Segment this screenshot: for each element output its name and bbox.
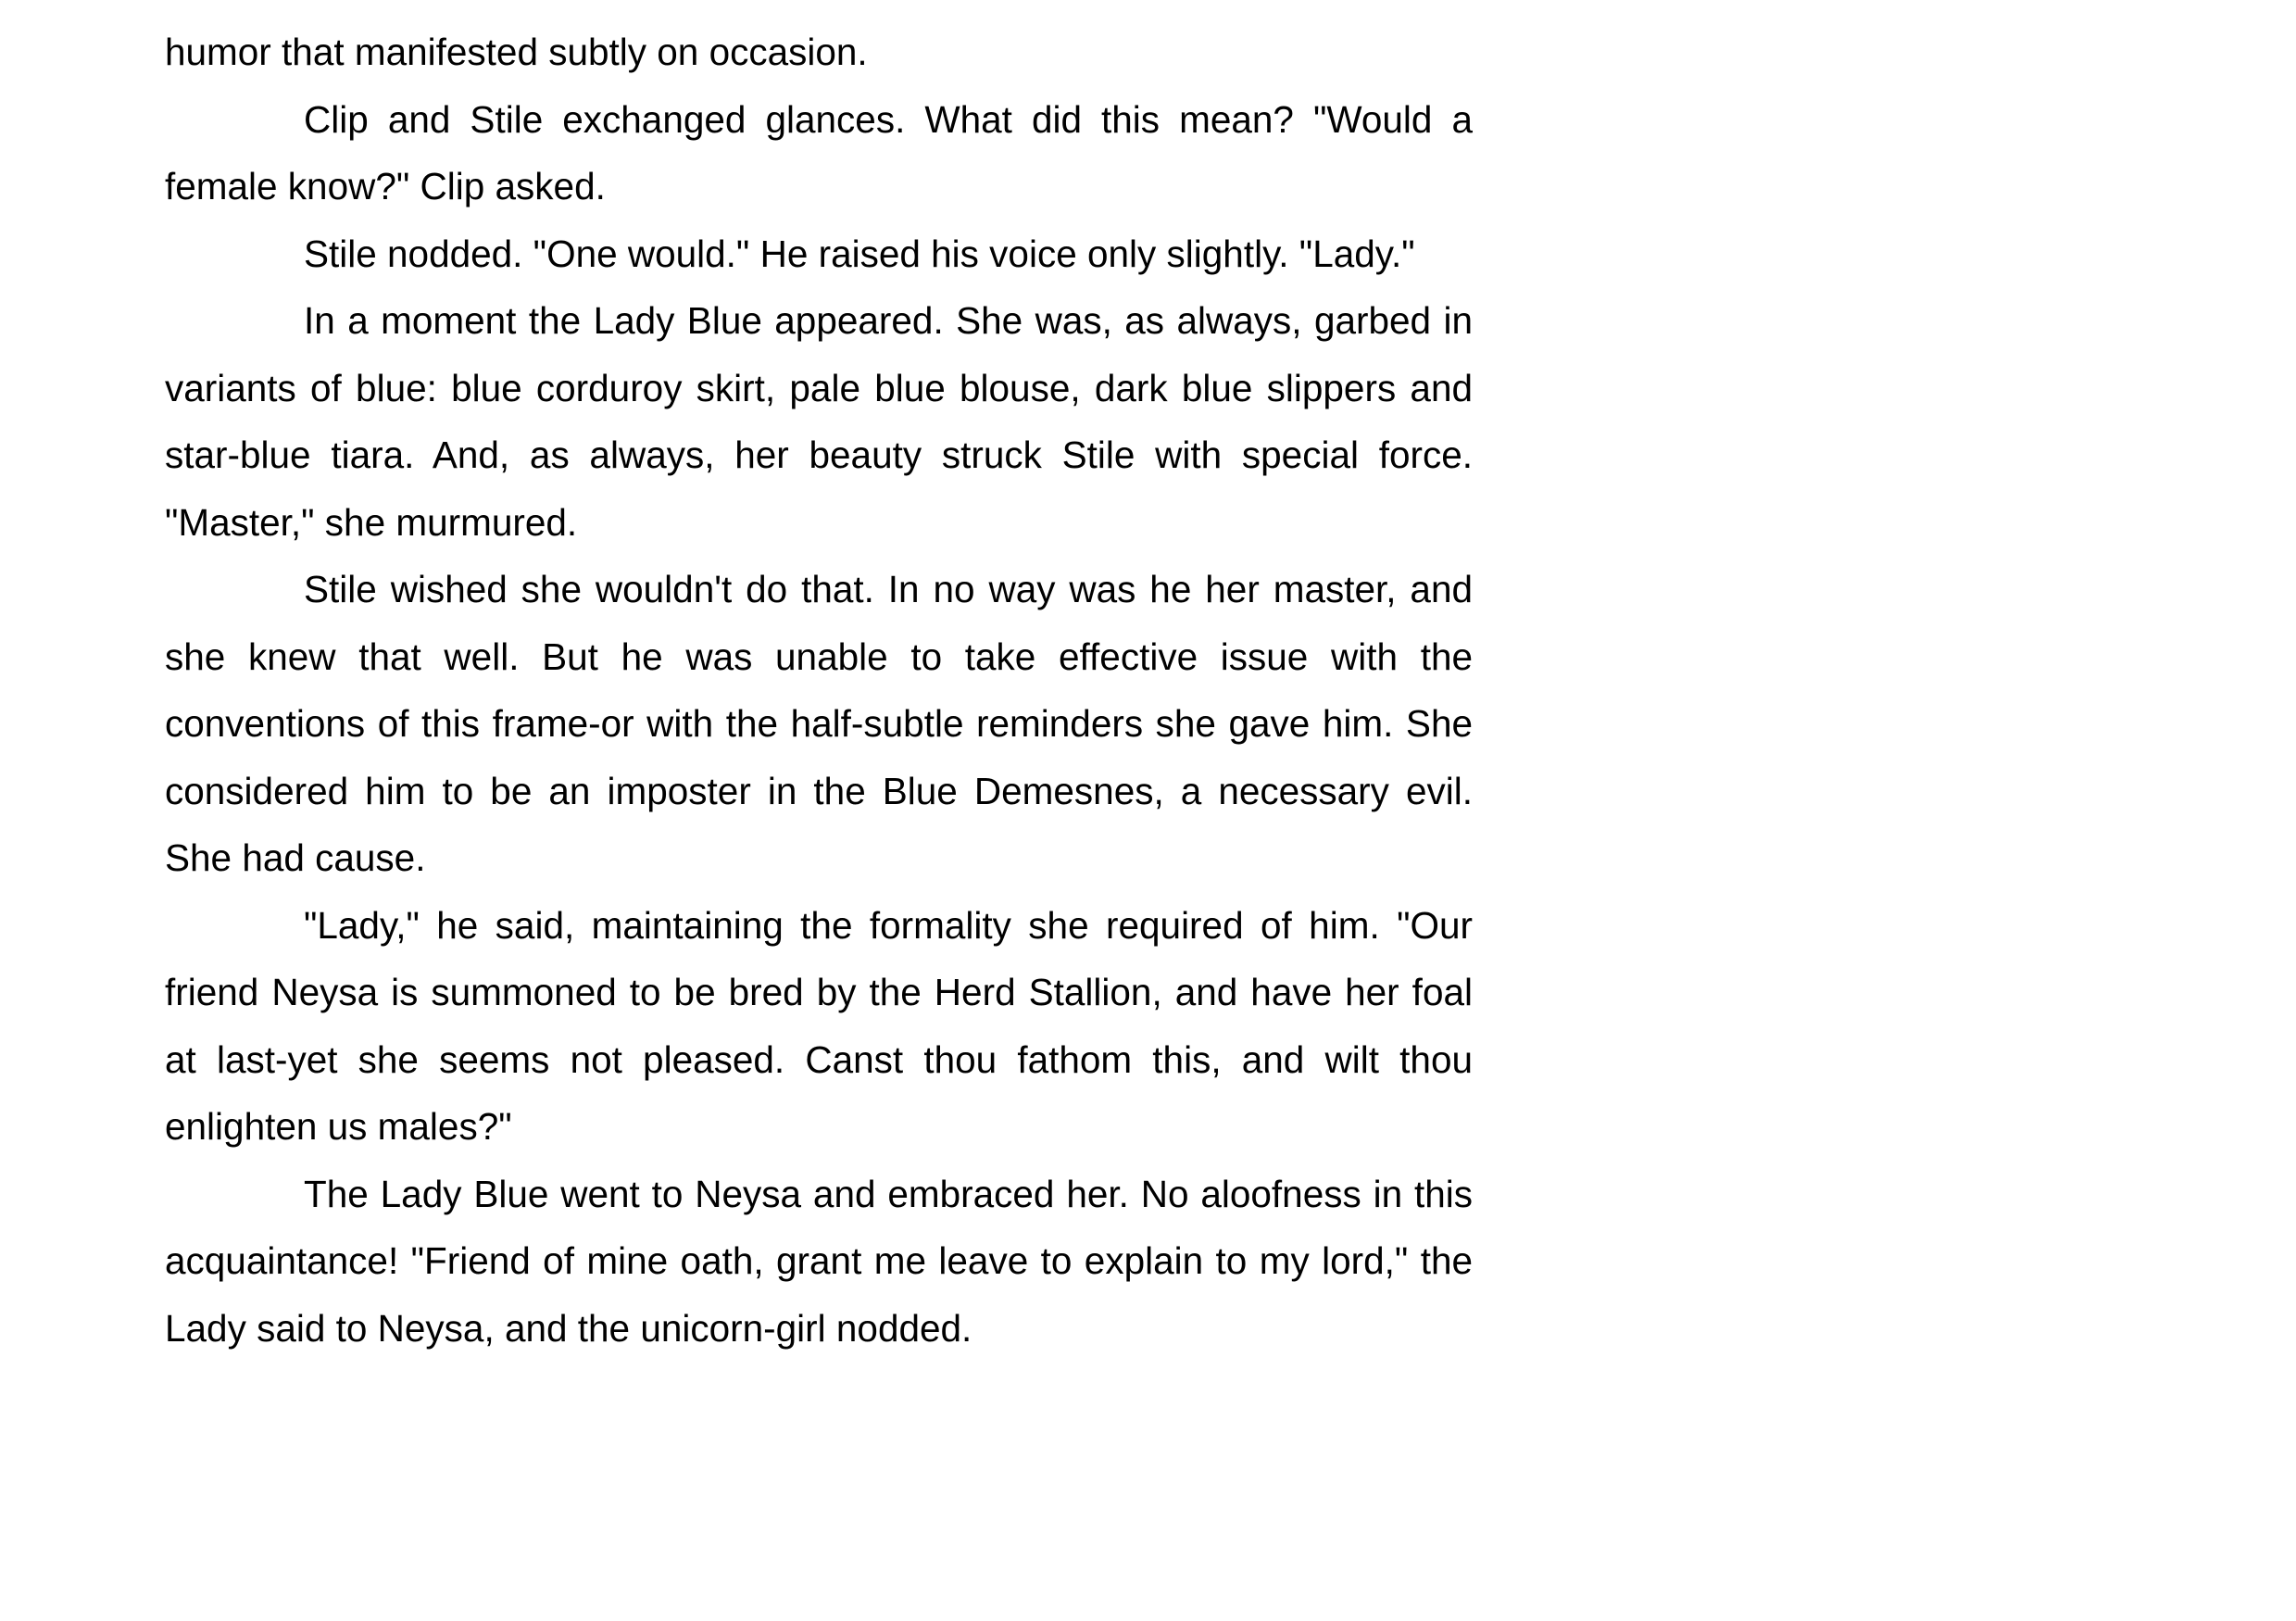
paragraph-continuation: humor that manifested subtly on occasion. — [165, 31, 868, 73]
paragraph: In a moment the Lady Blue appeared. She was, as always, garbed in variants of blue: blue corduroy skirt, pale blue blouse, dark blue slippers and star-blue tiara. And, as always, her beauty struck Stile with special force. "Master," she murmured. — [165, 299, 1473, 544]
paragraph: "Lady," he said, maintaining the formality she required of him. "Our friend Neysa is summoned to be bred by the Herd Stallion, and have her foal at last-yet she seems not pleased. Canst thou fathom this, and wilt thou enlighten us males?" — [165, 903, 1473, 1148]
paragraph: Clip and Stile exchanged glances. What did this mean? "Would a female know?" Clip asked. — [165, 97, 1473, 207]
body-text — [165, 19, 1473, 1362]
paragraph: Stile nodded. "One would." He raised his voice only slightly. "Lady." — [304, 232, 1415, 275]
paragraph: The Lady Blue went to Neysa and embraced her. No aloofness in this acquaintance! "Friend of mine oath, grant me leave to explain to my lord," the Lady said to Neysa, and the unicorn-girl nodded. — [165, 1172, 1473, 1350]
paragraph: Stile wished she wouldn't do that. In no way was he her master, and she knew that well. But he was unable to take effective issue with the conventions of this frame-or with the half-subtle reminders she gave him. She considered him to be an imposter in the Blue Demesnes, a necessary evil. She had cause. — [165, 568, 1473, 879]
